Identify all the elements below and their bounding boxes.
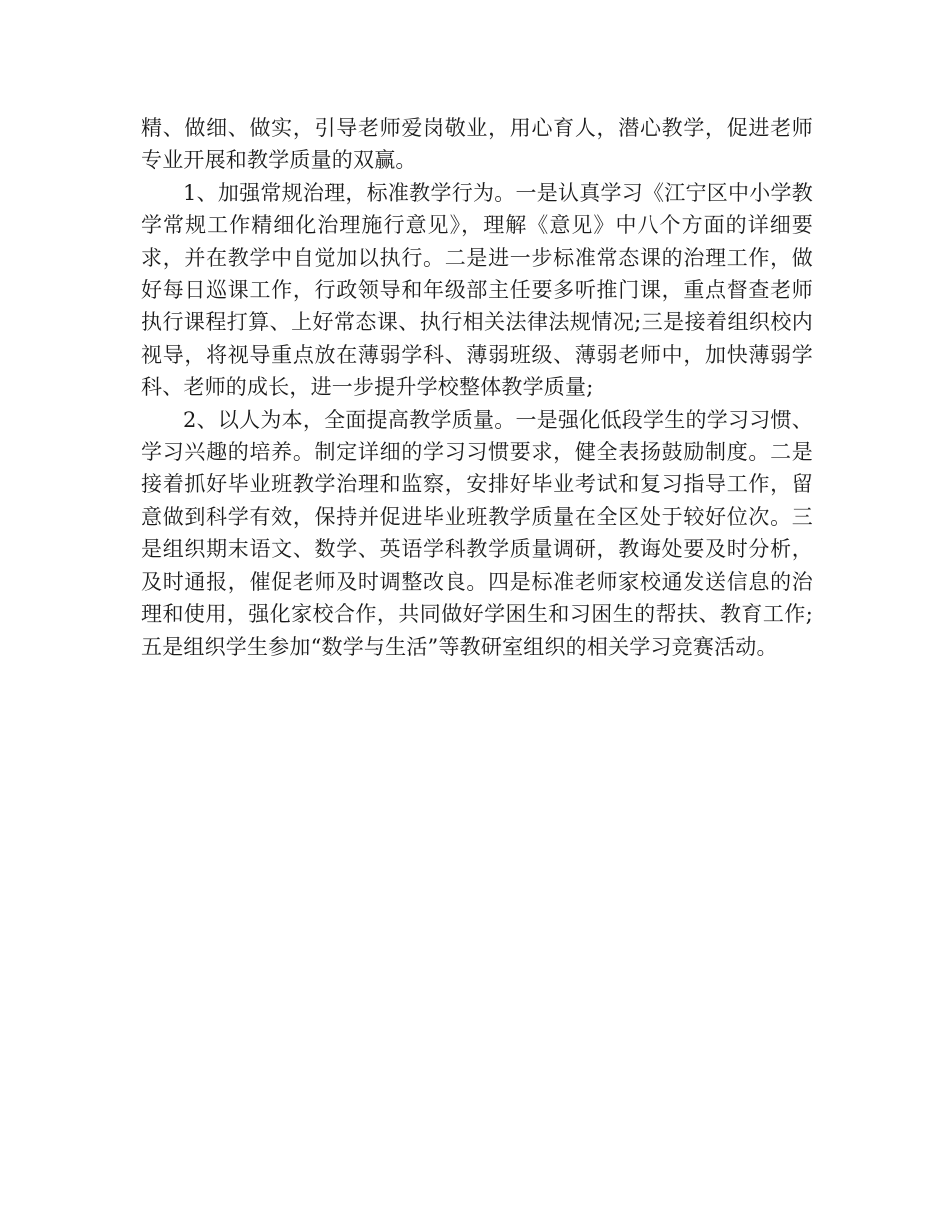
paragraph-routine-management: 1、加强常规治理，标准教学行为。一是认真学习《江宁区中小学教学常规工作精细化治理施行意见》，理解《意见》中八个方面的详细要求，并在教学中自觉加以执行。二是进一步标准常态课的治理工作，做好每日巡课工作，行政领导和年级部主任要多听推门课，重点督查老师执行课程打算、上好常态课、执行相关法律法规情况;三是接着组织校内视导，将视导重点放在薄弱学科、薄弱班级、薄弱老师中，加快薄弱学科、老师的成长，进一步提升学校整体教学质量;: [141, 180, 813, 400]
document-body: [141, 112, 813, 663]
paragraph-continuation: 精、做细、做实，引导老师爱岗敬业，用心育人，潜心教学，促进老师专业开展和教学质量的双赢。: [141, 116, 813, 173]
paragraph-teaching-quality: 2、以人为本，全面提高教学质量。一是强化低段学生的学习习惯、学习兴趣的培养。制定详细的学习习惯要求，健全表扬鼓励制度。二是接着抓好毕业班教学治理和监察，安排好毕业考试和复习指导工作，留意做到科学有效，保持并促进毕业班教学质量在全区处于较好位次。三是组织期末语文、数学、英语学科教学质量调研，教诲处要及时分析，及时通报，催促老师及时调整改良。四是标准老师家校通发送信息的治理和使用，强化家校合作，共同做好学困生和习困生的帮扶、教育工作;五是组织学生参加“数学与生活”等教研室组织的相关学习竞赛活动。: [141, 407, 813, 659]
